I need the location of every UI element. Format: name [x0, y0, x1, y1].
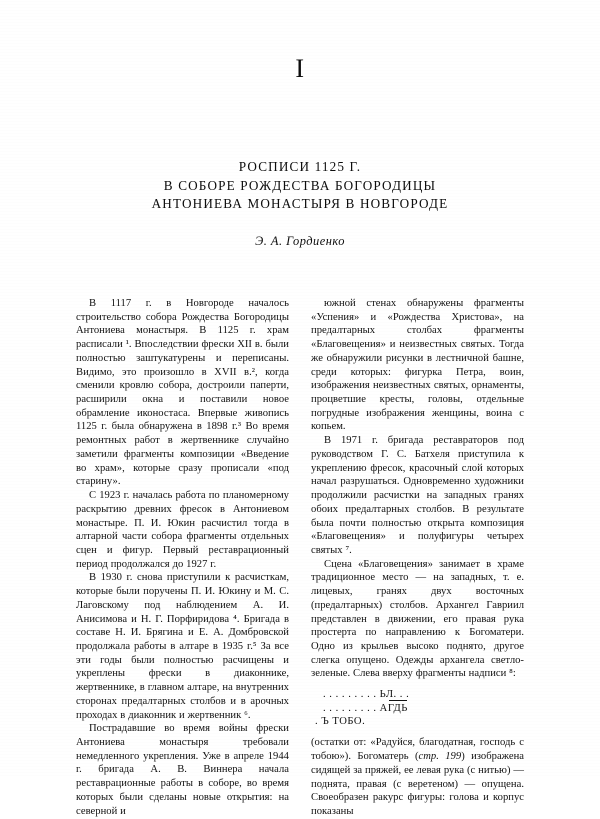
paragraph: Сцена «Благовещения» занимает в храме традиционное место — на западных, т. е. лицевых, гранях двух восточных (предалтарных) столбов. Архангел Гавриил представлен в движении, его правая рука простерта по направлению к Богоматери. Одно из крыльев высоко поднято, другое слегка опущено. Одежды архангела светло-зеленые. Слева вверху фрагменты надписи ⁸:: [311, 558, 524, 680]
paragraph: С 1923 г. началась работа по планомерному раскрытию древних фресок в Антониевом монастыре. П. И. Юкин расчистил тогда в алтарной части собора фрагменты отдельных сцен и фигур. Первый реставрационный период продолжался до 1927 г.: [76, 490, 289, 570]
paragraph-text-part-2: ) изображена сидящей за пряжей, ее левая рука (с нитью) — поднята, правая (с веретеном) — опущена. Своеобразен ракурс фигуры: голова и корпус показаны: [311, 751, 524, 817]
inscription-line-2: [311, 702, 524, 715]
section-numeral: I: [295, 54, 305, 83]
inscription-fragment-block: [311, 688, 524, 728]
title-line-1: РОСПИСИ 1125 Г.: [238, 159, 362, 174]
page-reference-italic: стр. 199: [418, 751, 462, 763]
right-column: [311, 297, 524, 819]
paragraph-text-part-1: (остатки от: «Радуйся, благодатная, господь с тобою»). Богоматерь (: [311, 737, 524, 763]
paragraph: В 1971 г. бригада реставраторов под руководством Г. С. Батхеля приступила к укреплению фресок, красочный слой которых начал разрушаться. Одновременно художники продолжили расчистки на западных гранях обоих предалтарных столбов. В результате была почти полностью открыта композиция «Благовещения» и полуфигуры четырех святых ⁷.: [311, 435, 524, 556]
paragraph: В 1117 г. в Новгороде началось строительство собора Рождества Богородицы Антониева монастыря. В 1125 г. храм расписали ¹. Впоследствии фрески XII в. были полностью заштукатурены и переписаны. Видимо, это произошло в XVII в.², когда сменили кровлю собора, достроили паперти, расширили окна и поставили новое обрамление иконостаса. Впервые живопись 1125 г. была обнаружена в 1898 г.³ Во время ремонтных работ в жертвеннике случайно заметили фрагменты композиции «Введение во храм», которые сразу прописали «под старину».: [76, 298, 289, 488]
left-column: [76, 297, 289, 819]
title-line-3: АНТОНИЕВА МОНАСТЫРЯ В НОВГОРОДЕ: [151, 196, 449, 211]
paragraph: южной стенах обнаружены фрагменты «Успения» и «Рождества Христова», на предалтарных столбах фрагменты «Благовещения» и неизвестных святых. Тогда же обнаружили рисунки в лестничной башне, среди которых: фигурка Петра, воин, изображения неизвестных святых, орнаменты, процветшие кресты, головы, отдельные погрудные изображения женщины, воина с копьем.: [311, 298, 524, 433]
inscription-line-2-dots: . . . . . . . . . А: [323, 702, 388, 714]
inscription-line-3: . Ъ ТОБО.: [315, 715, 366, 727]
inscription-titlo-text: ГДЬ: [387, 702, 408, 714]
title-line-2: В СОБОРЕ РОЖДЕСТВА БОГОРОДИЦЫ: [163, 177, 437, 193]
author-name: Э. А. Гордиенко: [255, 233, 345, 248]
inscription-line-1: . . . . . . . . . ЬЛ. . .: [323, 689, 410, 701]
paragraph: В 1930 г. снова приступили к расчисткам, которые были поручены П. И. Юкину и М. С. Лаговскому под наблюдением А. И. Анисимова и Н. Г. Порфиридова ⁴. Бригада в составе Н. И. Брягина и Е. А. Домбровской продолжала работы в алтаре в 1935 г.⁵ За все эти годы были полностью расчищены и укреплены фрески в диаконнике, жертвеннике, в главном алтаре, на внутренних сторонах предалтарных столбов и в арочных проходах в диаконник и жертвенник ⁶.: [76, 572, 289, 721]
paragraph: Пострадавшие во время войны фрески Антониева монастыря требовали немедленного укрепления. Уже в апреле 1944 г. бригада А. В. Виннера начала реставрационные работы в соборе, во время которых были сделаны новые открытия: на северной и: [76, 723, 289, 817]
title-block: [0, 158, 600, 249]
body-columns: [76, 297, 524, 819]
paragraph-after-inscription: [311, 736, 524, 818]
